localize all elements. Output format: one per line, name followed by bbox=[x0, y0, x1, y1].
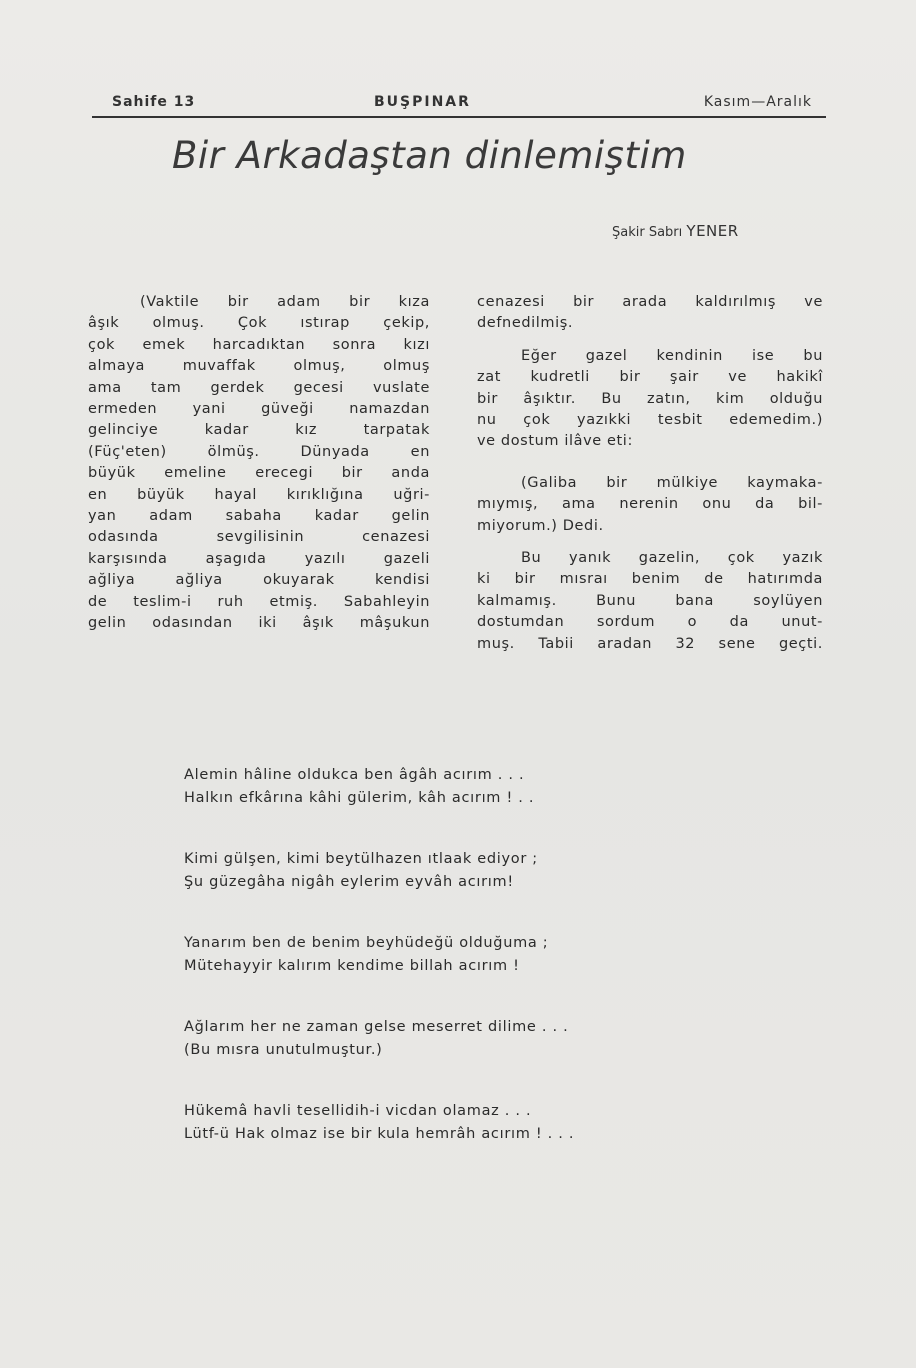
text-line: Eğer gazel kendinin ise bu bbox=[521, 347, 823, 364]
text-line: (Füç'eten) ölmüş. Dünyada en bbox=[88, 443, 430, 460]
text-line: ki bir mısraı benim de hatırımda bbox=[477, 571, 823, 588]
text-line: ermeden yani güveği namazdan bbox=[88, 401, 430, 418]
text-line: odasında sevgilisinin cenazesi bbox=[88, 529, 430, 546]
poem-couplet bbox=[184, 1100, 744, 1146]
text-line: ama tam gerdek gecesi vuslate bbox=[88, 379, 430, 396]
text-line: (Galiba bir mülkiye kaymaka- bbox=[521, 474, 823, 491]
text-line: karşısında aşagıda yazılı gazeli bbox=[88, 550, 430, 567]
poem-line: Yanarım ben de benim beyhüdeğü olduğuma ; bbox=[184, 935, 549, 951]
poem-couplet bbox=[184, 1016, 744, 1062]
author-surname: YENER bbox=[686, 222, 739, 240]
text-line: (Vaktile bir adam bir kıza bbox=[140, 294, 430, 310]
poem-line: Hükemâ havli tesellidih-i vicdan olamaz . . . bbox=[184, 1103, 532, 1119]
text-line: almaya muvaffak olmuş, olmuş bbox=[88, 358, 430, 375]
text-line: muş. Tabii aradan 32 sene geçti. bbox=[477, 635, 823, 652]
text-line: dostumdan sordum o da unut- bbox=[477, 614, 823, 631]
text-line: gelin odasından iki âşık mâşukun bbox=[88, 615, 430, 632]
text-line: cenazesi bir arada kaldırılmış ve bbox=[477, 294, 823, 310]
text-line: de teslim-i ruh etmiş. Sabahleyin bbox=[88, 593, 430, 610]
text-line: zat kudretli bir şair ve hakikî bbox=[477, 369, 823, 386]
poem-couplet bbox=[184, 764, 744, 810]
poem-line: Halkın efkârına kâhi gülerim, kâh acırım ! . . bbox=[184, 790, 535, 806]
poem-couplet bbox=[184, 848, 744, 894]
poem-line: Kimi gülşen, kimi beytülhazen ıtlaak ediyor ; bbox=[184, 851, 538, 867]
poem-line: Ağlarım her ne zaman gelse meserret dilime . . . bbox=[184, 1019, 569, 1035]
poem-line: Şu güzegâha nigâh eylerim eyvâh acırım! bbox=[184, 874, 514, 890]
author-byline bbox=[612, 222, 739, 240]
poem-line: Lütf-ü Hak olmaz ise bir kula hemrâh acırım ! . . . bbox=[184, 1126, 575, 1142]
text-line: yan adam sabaha kadar gelin bbox=[88, 508, 430, 525]
page-number: Sahife 13 bbox=[112, 94, 196, 110]
text-line: büyük emeline erecegi bir anda bbox=[88, 465, 430, 482]
text-line: âşık olmuş. Çok ıstırap çekip, bbox=[88, 315, 430, 332]
right-column bbox=[477, 292, 823, 655]
text-line: bir âşıktır. Bu zatın, kim olduğu bbox=[477, 390, 823, 407]
page-header bbox=[96, 88, 822, 116]
text-line: nu çok yazıkki tesbit edemedim.) bbox=[477, 412, 823, 429]
journal-name: BUŞPINAR bbox=[374, 94, 471, 110]
text-line: çok emek harcadıktan sonra kızı bbox=[88, 336, 430, 353]
text-line: ağliya ağliya okuyarak kendisi bbox=[88, 572, 430, 589]
issue-date: Kasım—Aralık bbox=[703, 94, 812, 110]
poem-line: (Bu mısra unutulmuştur.) bbox=[184, 1042, 383, 1058]
poem-couplet bbox=[184, 932, 744, 978]
text-line: defnedilmiş. bbox=[477, 315, 574, 332]
gazel-poem bbox=[184, 764, 744, 1184]
header-rule bbox=[92, 116, 826, 118]
article-title: Bir Arkadaştan dinlemiştim bbox=[172, 134, 687, 177]
poem-line: Alemin hâline oldukca ben âgâh acırım . . . bbox=[184, 767, 525, 783]
text-line: gelinciye kadar kız tarpatak bbox=[88, 422, 430, 439]
text-line: ve dostum ilâve eti: bbox=[477, 433, 633, 450]
text-line: miyorum.) Dedi. bbox=[477, 517, 604, 534]
text-line: Bu yanık gazelin, çok yazık bbox=[521, 550, 823, 567]
author-name: Şakir Sabrı bbox=[612, 225, 683, 240]
text-line: kalmamış. Bunu bana soylüyen bbox=[477, 592, 823, 609]
text-line: en büyük hayal kırıklığına uğri- bbox=[88, 486, 430, 503]
poem-line: Mütehayyir kalırım kendime billah acırım ! bbox=[184, 958, 520, 974]
left-column bbox=[88, 292, 430, 635]
text-line: mıymış, ama nerenin onu da bil- bbox=[477, 496, 823, 513]
